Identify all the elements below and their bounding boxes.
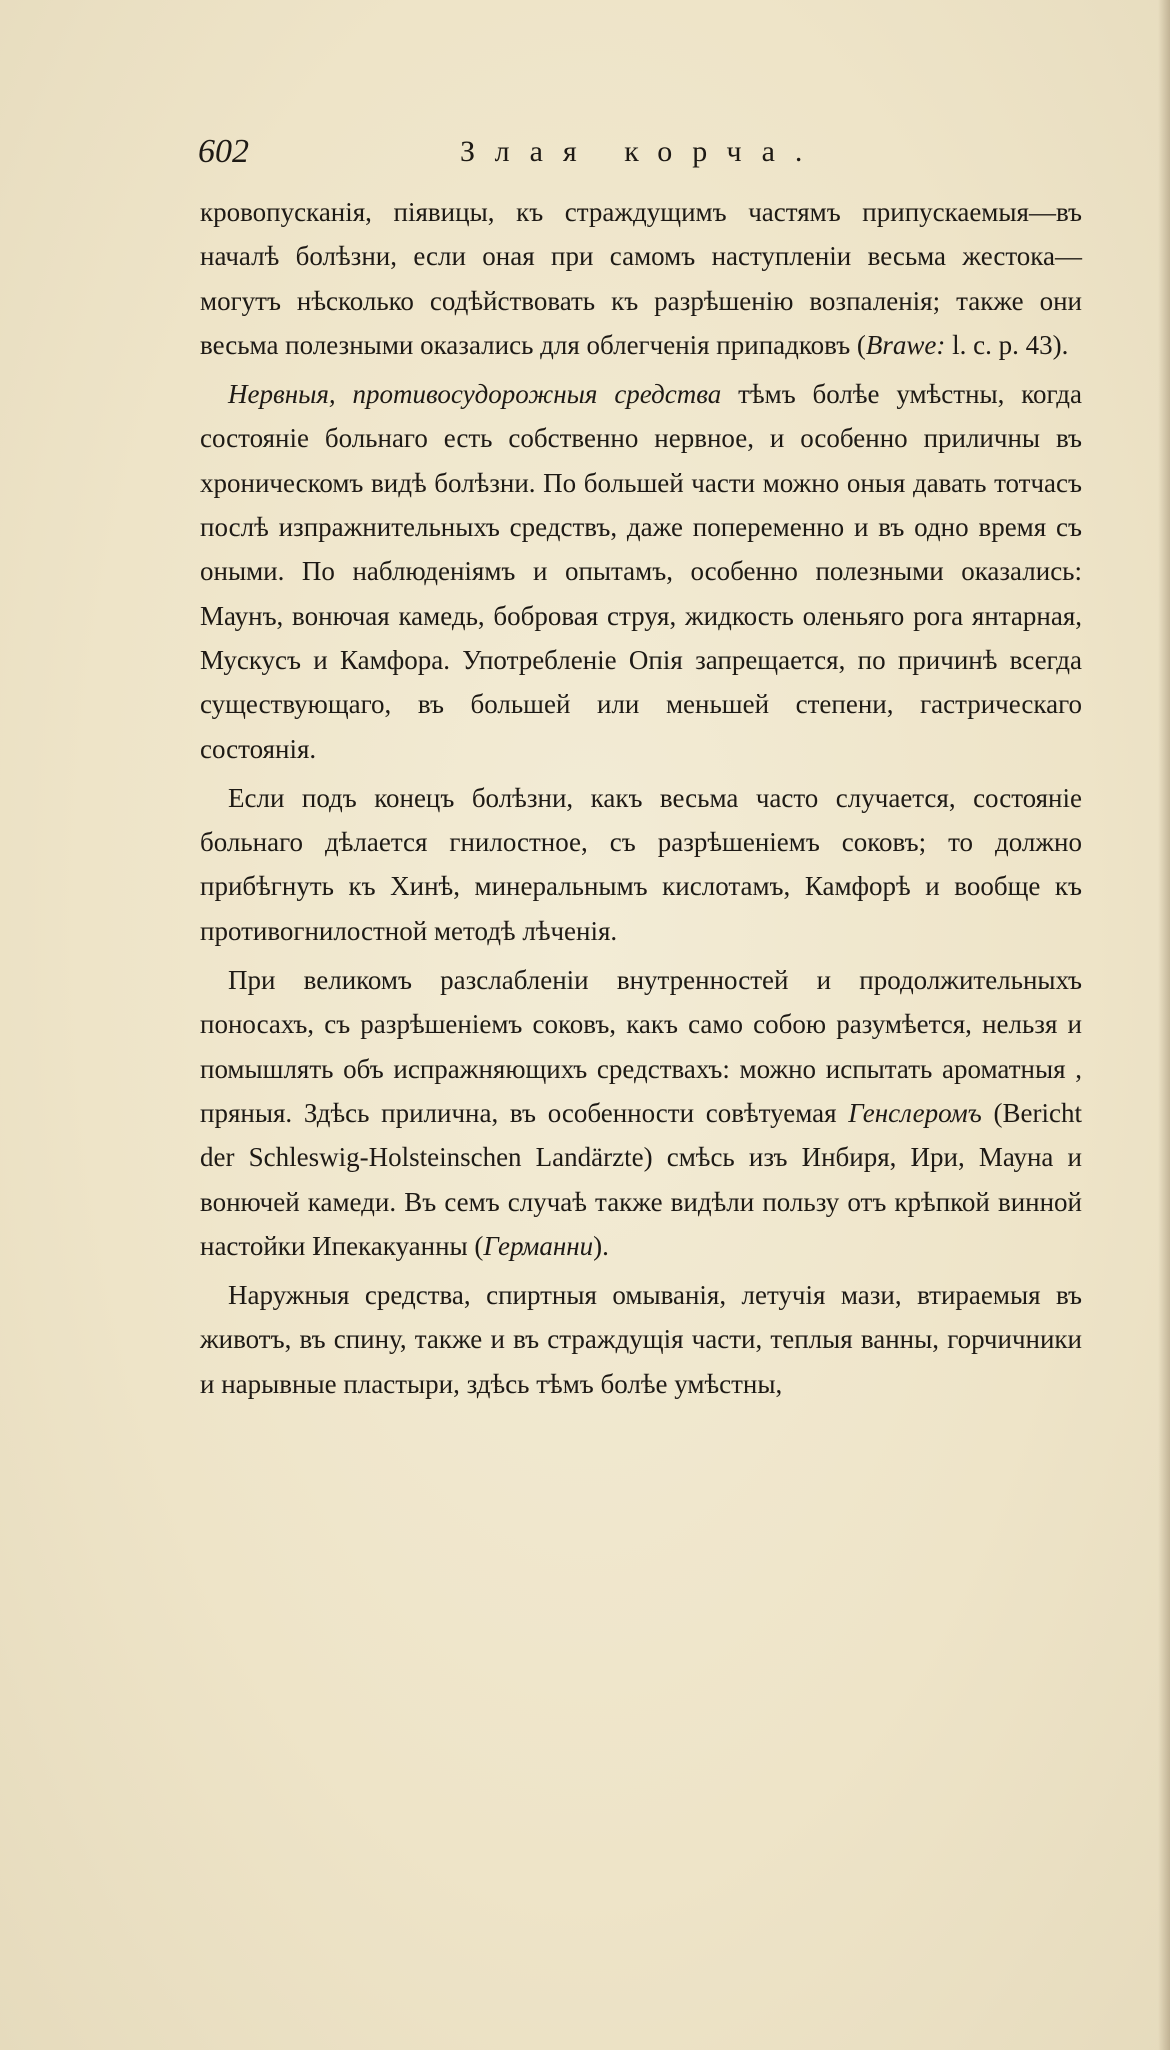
text-segment: Если подъ конецъ болѣзни, какъ весьма часто случается, состояніе больнаго дѣлается гнилостное, съ разрѣшеніемъ соковъ; то должно прибѣгнуть къ Хинѣ, минеральнымъ кислотамъ, Камфорѣ и вообще къ противогнилостной методѣ лѣченія. [200, 782, 1082, 946]
page-header [198, 128, 998, 176]
page-edge-shadow [1158, 0, 1170, 2050]
paragraph-3 [200, 776, 1082, 953]
body-text [200, 190, 1082, 1411]
text-segment: (Bericht der Schleswig-Holsteinschen Landärzte) смѣсь изъ Инбиря, Ири, Мауна и вонючей камеди. Въ семъ случаѣ также видѣли пользу отъ крѣпкой винной настойки Ипекакуанны ( [200, 1097, 1082, 1261]
citation-author: Генслеромъ [848, 1097, 982, 1128]
section-lead-term: Нервныя, противосудорожныя средства [228, 379, 722, 410]
text-segment: ). [593, 1230, 609, 1261]
text-segment: Наружныя средства, спиртныя омыванія, летучія мази, втираемыя въ животъ, въ спину, также и въ страждущія части, теплыя ванны, горчичники и нарывные пластыри, здѣсь тѣмъ болѣе умѣстны, [200, 1280, 1082, 1399]
text-segment: При великомъ разслабленіи внутренностей и продолжительныхъ поносахъ, съ разрѣшеніемъ соковъ, какъ само собою разумѣется, нельзя и помышлять объ испражняющихъ средствахъ: можно испытать ароматныя , пряныя. Здѣсь прилична, въ особенности совѣтуемая [200, 965, 1082, 1128]
citation-author: Brawe: [865, 329, 946, 360]
text-segment: l. c. p. 43). [945, 329, 1069, 360]
text-segment: кровопусканія, піявицы, къ страждущимъ частямъ припускаемыя—въ началѣ болѣзни, если оная при самомъ наступленіи весьма жестока—могутъ нѣсколько содѣйствовать къ разрѣшенію возпаленія; также они весьма полезными оказались для облегченія припадковъ ( [200, 197, 1082, 360]
text-segment: тѣмъ болѣе умѣстны, когда состояніе больнаго есть собственно нервное, и особенно приличны въ хроническомъ видѣ болѣзни. По большей части можно оныя давать тотчасъ послѣ изпражнительныхъ средствъ, даже попеременно и въ одно время съ оными. По наблюденіямъ и опытамъ, особенно полезными оказались: Маунъ, вонючая камедь, бобровая струя, жидкость оленьяго рога янтарная, Мускусъ и Камфора. Употребленіе Опія запрещается, по причинѣ всегда существующаго, въ большей или меньшей степени, гастрическаго состоянія. [200, 379, 1082, 764]
page-number: 602 [198, 133, 249, 170]
paragraph-1 [200, 190, 1082, 367]
running-title: Злая корча. [460, 135, 823, 168]
citation-author: Германни [483, 1230, 594, 1261]
paragraph-5 [200, 1273, 1082, 1406]
paragraph-2 [200, 372, 1082, 771]
paragraph-4 [200, 958, 1082, 1268]
